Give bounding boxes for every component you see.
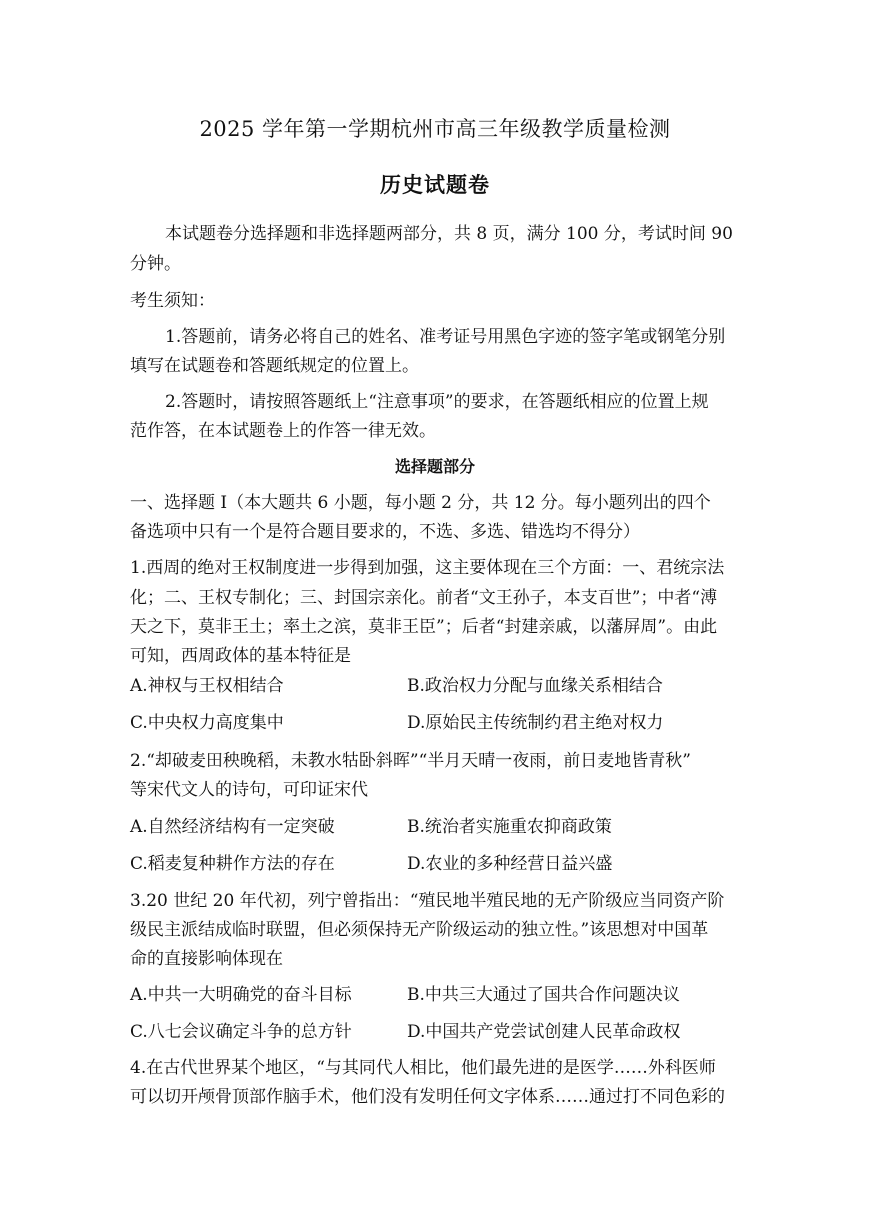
- section-instruction-line-1: 一、选择题 I（本大题共 6 小题，每小题 2 分，共 12 分。每小题列出的四个: [130, 493, 711, 513]
- note-2-line-1: 2.答题时，请按照答题纸上“注意事项”的要求，在答题纸相应的位置上规: [165, 392, 709, 412]
- intro-line-2: 分钟。: [130, 254, 181, 274]
- question-1-option-b: B.政治权力分配与血缘关系相结合: [407, 676, 663, 696]
- question-2-option-a: A.自然经济结构有一定突破: [130, 817, 335, 837]
- note-2-line-2: 范作答，在本试题卷上的作答一律无效。: [130, 421, 436, 441]
- question-4-line-2: 可以切开颅骨顶部作脑手术，他们没有发明任何文字体系……通过打不同色彩的: [130, 1087, 725, 1107]
- question-1-line-1: 1.西周的绝对王权制度进一步得到加强，这主要体现在三个方面：一、君统宗法: [130, 558, 725, 578]
- document-title: 2025 学年第一学期杭州市高三年级教学质量检测: [199, 117, 671, 141]
- question-2-option-c: C.稻麦复种耕作方法的存在: [130, 854, 335, 874]
- question-1-line-2: 化；二、王权专制化；三、封国宗亲化。前者“文王孙子，本支百世”；中者“溥: [130, 588, 718, 608]
- note-1-line-1: 1.答题前，请务必将自己的姓名、准考证号用黑色字迹的签字笔或钢笔分别: [165, 327, 726, 347]
- question-2-line-1: 2.“却破麦田秧晚稻，未教水牯卧斜晖”“半月天晴一夜雨，前日麦地皆青秋”: [130, 751, 691, 771]
- question-3-option-a: A.中共一大明确党的奋斗目标: [130, 985, 352, 1005]
- document-subtitle: 历史试题卷: [380, 172, 490, 197]
- note-1-line-2: 填写在试题卷和答题纸规定的位置上。: [130, 356, 419, 376]
- question-1-line-4: 可知，西周政体的基本特征是: [130, 646, 351, 666]
- question-3-line-2: 级民主派结成临时联盟，但必须保持无产阶级运动的独立性。”该思想对中国革: [130, 920, 709, 940]
- section-instruction-line-2: 备选项中只有一个是符合题目要求的，不选、多选、错选均不得分）: [130, 522, 640, 542]
- question-2-option-b: B.统治者实施重农抑商政策: [407, 817, 612, 837]
- section-heading: 选择题部分: [394, 457, 475, 476]
- question-4-line-1: 4.在古代世界某个地区，“与其同代人相比，他们最先进的是医学……外科医师: [130, 1058, 716, 1078]
- question-1-option-d: D.原始民主传统制约君主绝对权力: [407, 713, 664, 733]
- notice-label: 考生须知：: [130, 291, 215, 311]
- question-2-line-2: 等宋代文人的诗句，可印证宋代: [130, 780, 368, 800]
- question-3-option-d: D.中国共产党尝试创建人民革命政权: [407, 1022, 681, 1042]
- question-2-option-d: D.农业的多种经营日益兴盛: [407, 854, 613, 874]
- question-1-line-3: 天之下，莫非王土；率土之滨，莫非王臣”；后者“封建亲戚，以藩屏周”。由此: [130, 617, 718, 637]
- intro-line-1: 本试题卷分选择题和非选择题两部分，共 8 页，满分 100 分，考试时间 90: [165, 224, 733, 244]
- question-1-option-c: C.中央权力高度集中: [130, 713, 284, 733]
- question-3-line-1: 3.20 世纪 20 年代初，列宁曾指出：“殖民地半殖民地的无产阶级应当同资产阶: [130, 891, 725, 911]
- question-3-option-c: C.八七会议确定斗争的总方针: [130, 1022, 352, 1042]
- question-3-line-3: 命的直接影响体现在: [130, 949, 283, 969]
- question-1-option-a: A.神权与王权相结合: [130, 676, 284, 696]
- question-3-option-b: B.中共三大通过了国共合作问题决议: [407, 985, 680, 1005]
